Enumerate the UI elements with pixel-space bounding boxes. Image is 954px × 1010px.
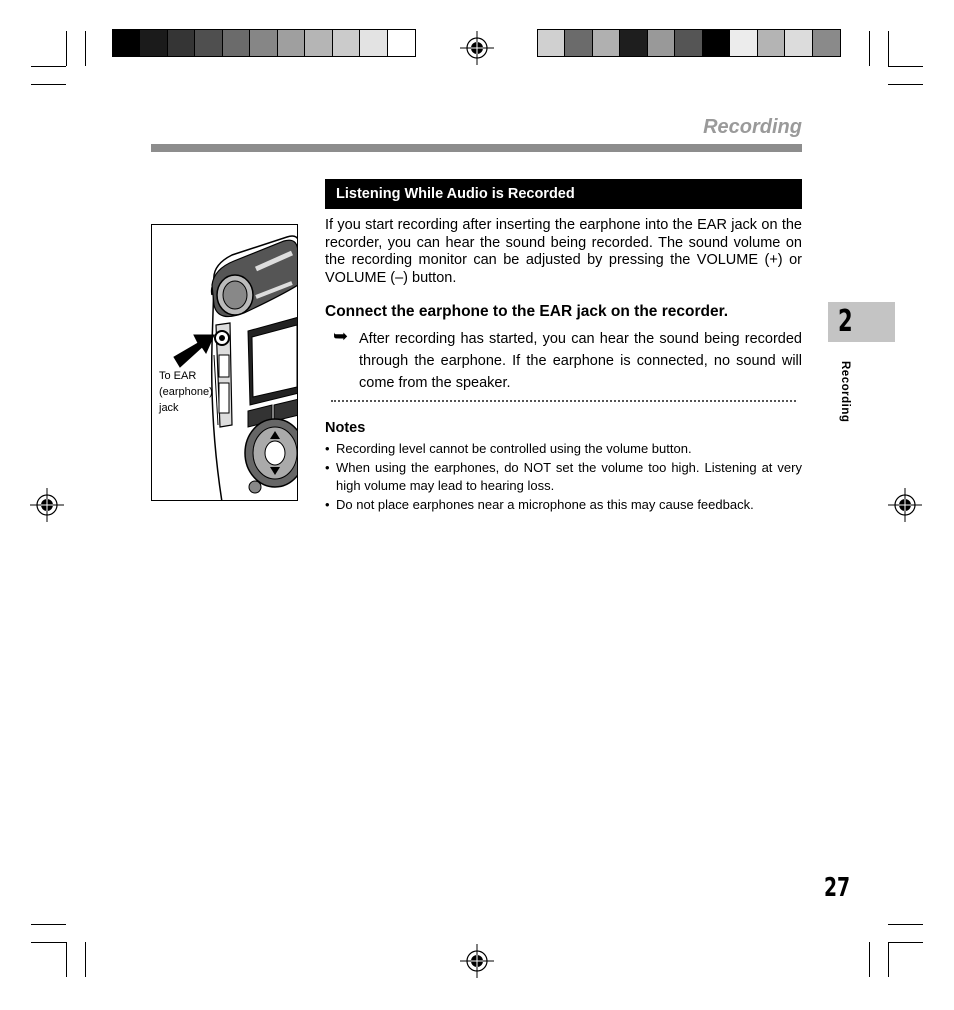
label-line: jack xyxy=(159,402,179,414)
color-swatch xyxy=(730,30,757,56)
registration-mark-icon xyxy=(460,31,494,65)
page-number: 27 xyxy=(824,873,851,903)
color-swatch xyxy=(140,30,167,56)
dotted-divider xyxy=(331,400,796,402)
color-swatch xyxy=(168,30,195,56)
color-swatch xyxy=(703,30,730,56)
color-swatch xyxy=(813,30,840,56)
color-swatch xyxy=(565,30,592,56)
color-swatch xyxy=(785,30,812,56)
intro-paragraph: If you start recording after inserting the earphone into the EAR jack on the recorder, you can hear the sound being recorded. The sound volume on the recording monitor can be adjusted by pressing the VOLUME (+) or VOLUME (–) button. xyxy=(325,217,802,286)
color-calibration-bar-right xyxy=(537,29,841,57)
step-description: After recording has started, you can hear the sound being recorded through the earphone. If the earphone is connected, no sound will come from the speaker. xyxy=(359,331,802,391)
chapter-tab xyxy=(828,302,895,342)
color-swatch xyxy=(593,30,620,56)
section-heading: Listening While Audio is Recorded xyxy=(325,179,802,209)
color-swatch xyxy=(675,30,702,56)
color-swatch xyxy=(113,30,140,56)
notes-list xyxy=(325,440,802,514)
section-title: Recording xyxy=(703,116,802,138)
color-swatch xyxy=(620,30,647,56)
title-rule xyxy=(151,144,802,152)
chapter-label: Recording xyxy=(839,361,851,423)
recorder-drawing xyxy=(152,225,298,501)
note-item: • Do not place earphones near a microphone as this may cause feedback. xyxy=(325,496,802,515)
arrow-right-icon: ➥ xyxy=(333,326,349,346)
label-line: To EAR xyxy=(159,370,197,382)
color-swatch xyxy=(305,30,332,56)
chapter-number: 2 xyxy=(838,304,853,339)
color-swatch xyxy=(223,30,250,56)
recorder-illustration xyxy=(151,224,298,501)
color-swatch xyxy=(388,30,415,56)
note-item: • Recording level cannot be controlled using the volume button. xyxy=(325,440,802,459)
color-swatch xyxy=(758,30,785,56)
registration-mark-icon xyxy=(888,488,922,522)
label-line: (earphone) xyxy=(159,386,213,398)
ear-jack-label xyxy=(159,368,213,416)
step-title: Connect the earphone to the EAR jack on the recorder. xyxy=(325,303,729,320)
color-swatch xyxy=(538,30,565,56)
color-swatch xyxy=(333,30,360,56)
color-swatch xyxy=(648,30,675,56)
color-swatch xyxy=(360,30,387,56)
color-swatch xyxy=(250,30,277,56)
color-swatch xyxy=(278,30,305,56)
note-item: • When using the earphones, do NOT set the volume too high. Listening at very high volume may lead to hearing loss. xyxy=(325,459,802,496)
color-swatch xyxy=(195,30,222,56)
color-calibration-bar-left xyxy=(112,29,416,57)
notes-title: Notes xyxy=(325,420,366,436)
registration-mark-icon xyxy=(460,944,494,978)
registration-mark-icon xyxy=(30,488,64,522)
